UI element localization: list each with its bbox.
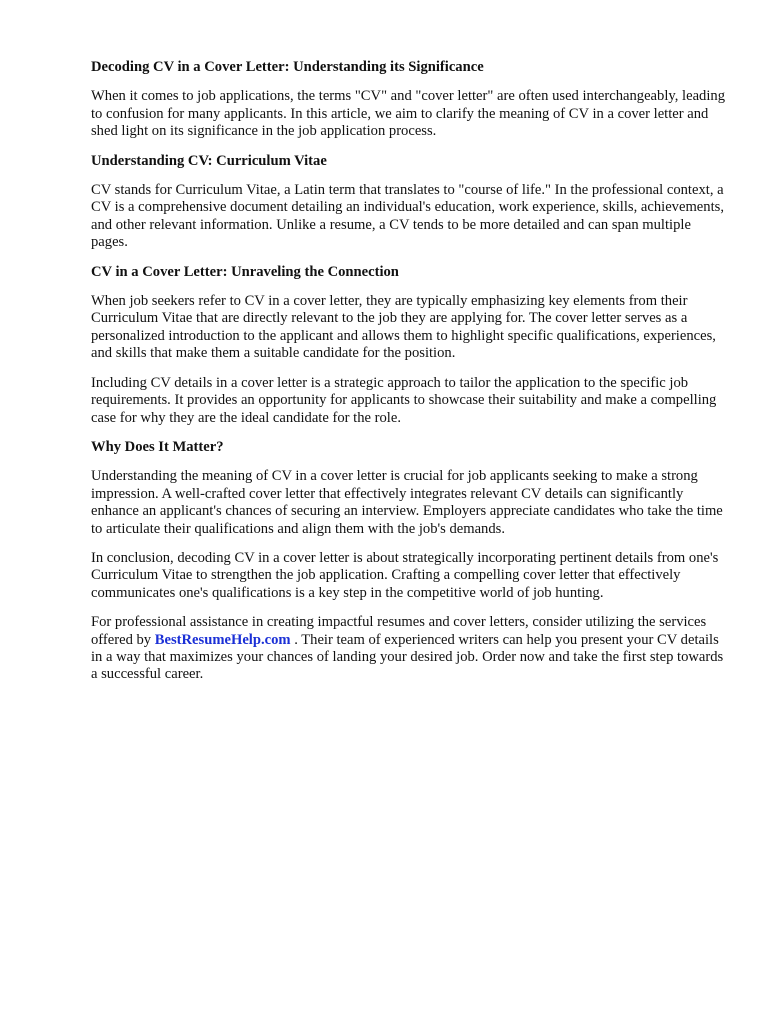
section-body-cv-in-cover-letter-2: Including CV details in a cover letter is a strategic approach to tailor the application to the specific job requirements. It provides an opportunity for applicants to showcase their suitability and make a compelling case for why they are the ideal candidate for the role. bbox=[91, 374, 717, 426]
bestresumehelp-link[interactable]: BestResumeHelp.com bbox=[154, 631, 291, 648]
section-body-why-it-matters-1: Understanding the meaning of CV in a cover letter is crucial for job applicants seeking to make a strong impression. A well-crafted cover letter that effectively integrates relevant CV details can significantly enhance an applicant's chances of securing an interview. Employers appreciate candidates who take the time to articulate their qualifications and align them with the job's demands. bbox=[91, 468, 723, 537]
section-heading-why-it-matters: Why Does It Matter? bbox=[91, 438, 224, 455]
document-title: Decoding CV in a Cover Letter: Understanding its Significance bbox=[91, 59, 484, 75]
section-heading-cv-in-cover-letter: CV in a Cover Letter: Unraveling the Connection bbox=[91, 263, 399, 280]
document-page bbox=[91, 59, 731, 696]
closing-text-before-link: For professional assistance in creating impactful resumes and cover letters, consider utilizing the services offered by bbox=[91, 614, 707, 648]
section-body-conclusion: In conclusion, decoding CV in a cover letter is about strategically incorporating pertinent details from one's Curriculum Vitae to strengthen the job application. Crafting a compelling cover letter that effectively communicates one's qualifications is a key step in the competitive world of job hunting. bbox=[91, 549, 719, 601]
closing-text-after-link: . Their team of experienced writers can help you present your CV details in a way that maximizes your chances of landing your desired job. Order now and take the first step towards a successful career. bbox=[91, 631, 724, 683]
section-heading-understanding-cv: Understanding CV: Curriculum Vitae bbox=[91, 152, 327, 169]
intro-paragraph: When it comes to job applications, the terms "CV" and "cover letter" are often used interchangeably, leading to confusion for many applicants. In this article, we aim to clarify the meaning of CV in a cover letter and shed light on its significance in the job application process. bbox=[91, 88, 725, 140]
section-body-cv-in-cover-letter-1: When job seekers refer to CV in a cover letter, they are typically emphasizing key elements from their Curriculum Vitae that are directly relevant to the job they are applying for. The cover letter serves as a personalized introduction to the applicant and allows them to highlight specific qualifications, experiences, and skills that make them a suitable candidate for the position. bbox=[91, 293, 716, 362]
closing-paragraph bbox=[91, 614, 731, 684]
section-body-understanding-cv: CV stands for Curriculum Vitae, a Latin term that translates to "course of life." In the professional context, a CV is a comprehensive document detailing an individual's education, work experience, skills, achievements, and other relevant information. Unlike a resume, a CV tends to be more detailed and can span multiple pages. bbox=[91, 182, 724, 251]
